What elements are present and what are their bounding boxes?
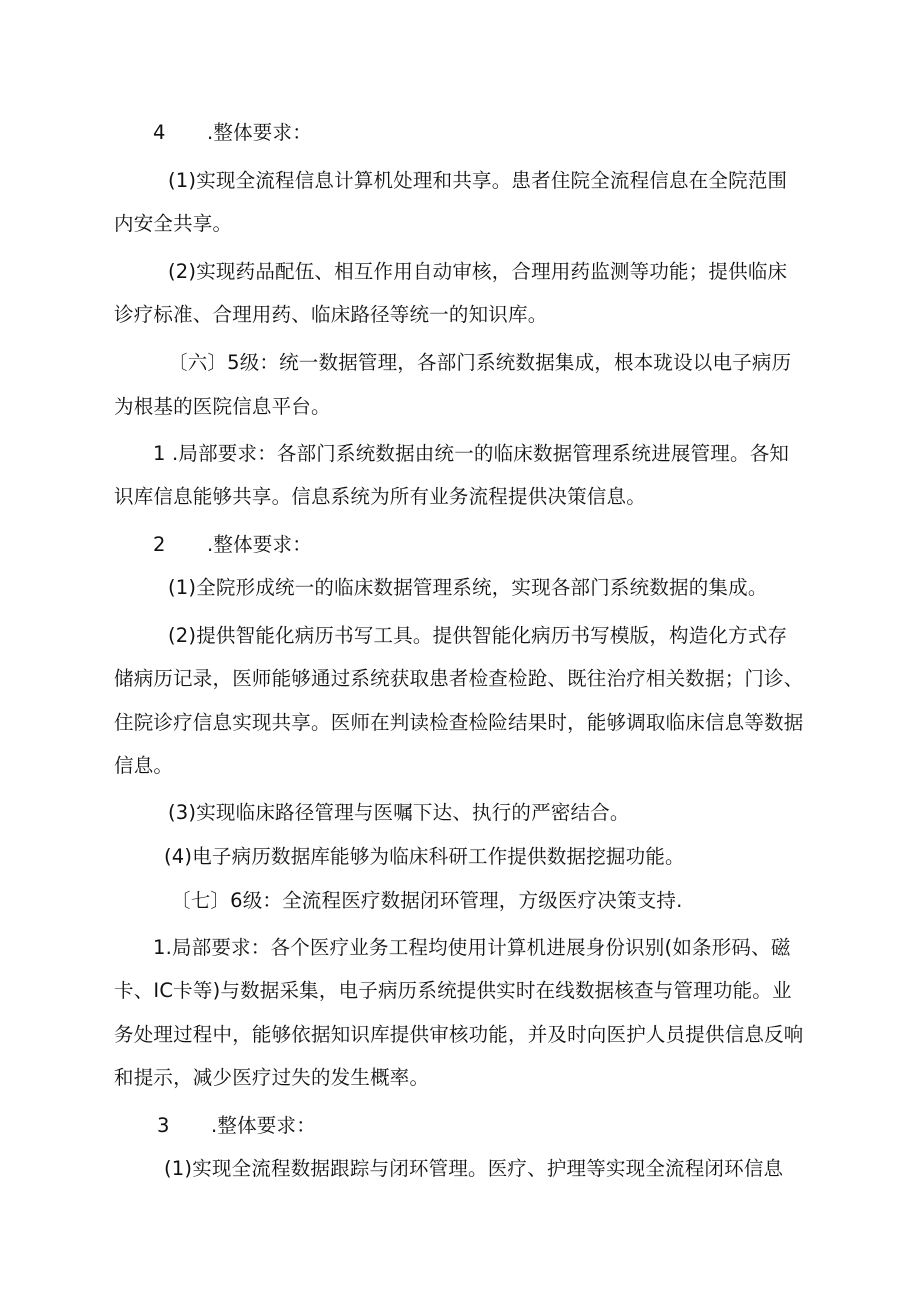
section-heading-2 (153, 531, 312, 559)
section-title-7: 〔七〕6级：全流程医疗数据闭环管理，方级医疗决策支持. (171, 889, 683, 912)
paragraph-line: 1 .局部要求：各部门系统数据由统一的临床数据管理系统进展管理。各知 (153, 442, 790, 465)
heading-text: .整体要求： (207, 533, 312, 556)
paragraph-line: 内安全共享。 (114, 212, 233, 235)
paragraph-line: (2)提供智能化病历书写工具。提供智能化病历书写模版，构造化方式存 (168, 624, 788, 647)
paragraph-line: 1.局部要求：各个医疗业务工程均使用计算机进展身份识别(如条形码、磁 (153, 936, 791, 959)
paragraph-line: (1)实现全流程信息计算机处理和共享。患者住院全流程信息在全院范围 (168, 169, 788, 192)
heading-text: .整体要求： (207, 121, 312, 144)
paragraph-line: 务处理过程中，能够依据知识库提供审核功能，并及时向医护人员提供信息反响 (114, 1023, 804, 1046)
paragraph-line: 和提示，减少医疗过失的发生概率。 (114, 1066, 430, 1089)
section-heading-4 (153, 119, 312, 147)
paragraph-line: 住院诊疗信息实现共享。医师在判读检查检险结果时，能够调取临床信息等数据 (114, 711, 804, 734)
heading-number: 3 (157, 1114, 170, 1137)
paragraph-line: (3)实现临床路径管理与医嘱下达、执行的严密结合。 (168, 801, 630, 824)
paragraph-line: 卡、IC卡等)与数据采集，电子病历系统提供实时在线数据核查与管理功能。业 (114, 979, 792, 1002)
paragraph-line: 诊疗标准、合理用药、临床路径等统一的知识库。 (114, 303, 548, 326)
paragraph-line: (4)电子病历数据库能够为临床科研工作提供数据挖掘功能。 (164, 845, 685, 868)
paragraph-line: 为根基的医院信息平台。 (114, 395, 331, 418)
paragraph-line: 识库信息能够共享。信息系统为所有业务流程提供决策信息。 (114, 485, 646, 508)
heading-number: 2 (153, 533, 166, 556)
section-heading-3 (157, 1112, 316, 1140)
paragraph-line: 信息。 (114, 754, 174, 777)
paragraph-line: 储病历记录，医师能够通过系统获取患者检查检跄、既往治疗相关数据；门诊、 (114, 667, 804, 690)
paragraph-line: (1)全院形成统一的临床数据管理系统，实现各部门系统数据的集成。 (168, 576, 768, 599)
section-title-6: 〔六〕5级：统一数据管理，各部门系统数据集成，根本珑设以电子病历 (168, 351, 792, 374)
heading-text: .整体要求： (211, 1114, 316, 1137)
heading-number: 4 (153, 121, 166, 144)
paragraph-line: (1)实现全流程数据跟踪与闭环管理。医疗、护理等实现全流程闭环信息 (164, 1157, 784, 1180)
paragraph-line: (2)实现药品配伍、相互作用自动审核，合理用药监测等功能；提供临床 (168, 260, 788, 283)
